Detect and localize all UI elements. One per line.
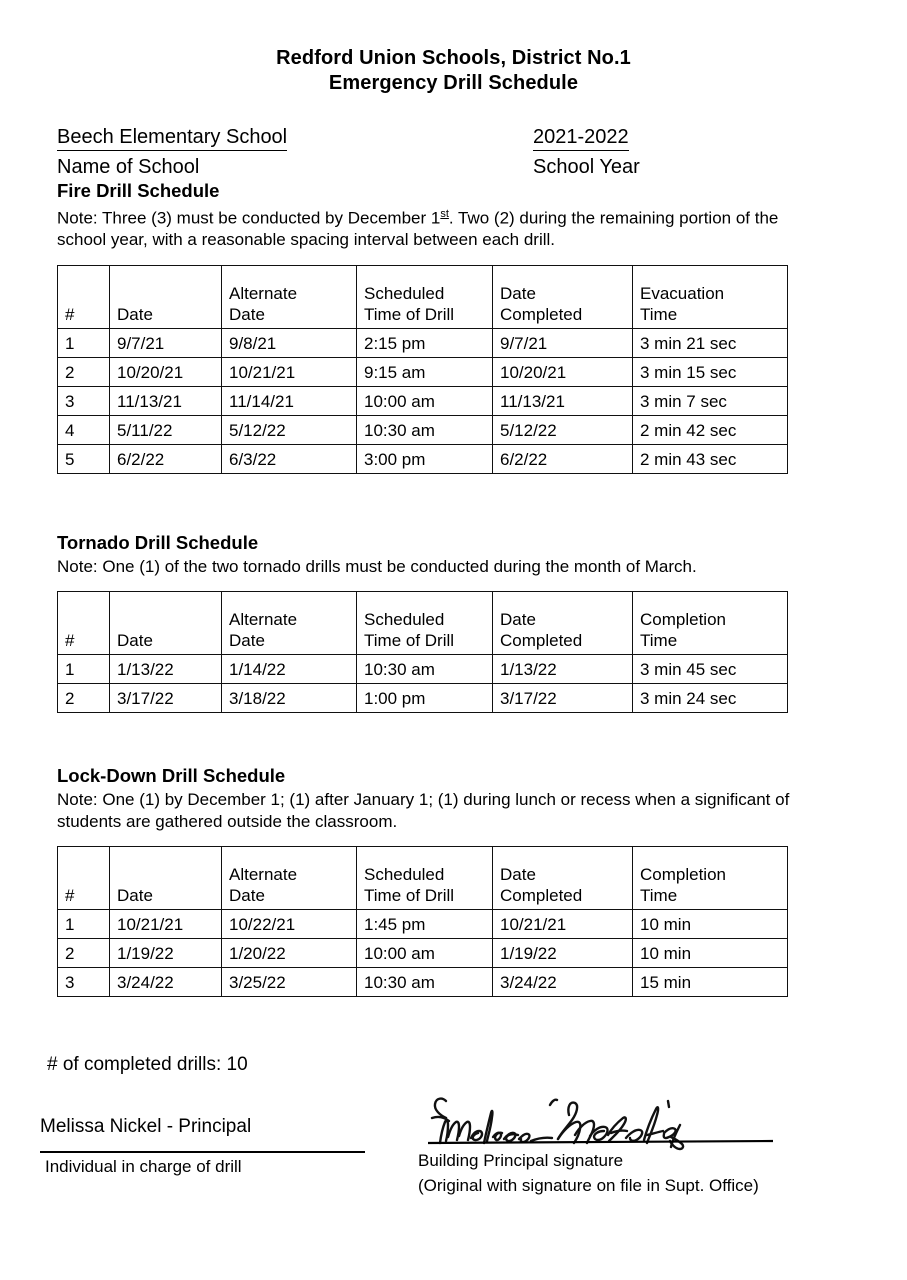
title-line-2: Emergency Drill Schedule	[328, 72, 579, 94]
table-row	[58, 655, 788, 684]
table-row	[58, 910, 788, 939]
col-header-date-completed: Date Completed	[493, 592, 633, 655]
tornado-drill-note: Note: One (1) of the two tornado drills must be conducted during the month of March.	[57, 556, 697, 576]
col-header-date: Date	[110, 847, 222, 910]
table-row	[58, 415, 788, 444]
lockdown-drill-rows	[58, 910, 788, 997]
fire-drill-table	[57, 265, 788, 474]
col-header-date: Date	[110, 592, 222, 655]
cell-scheduled: 3:00 pm	[357, 444, 493, 473]
col-header-completion-time: Completion Time	[633, 847, 788, 910]
cell-completed: 3/17/22	[493, 684, 633, 713]
col-header-date: Date	[110, 265, 222, 328]
lockdown-drill-table	[57, 846, 788, 997]
table-header-row	[58, 592, 788, 655]
col-header-scheduled-time: Scheduled Time of Drill	[357, 592, 493, 655]
cell-completed: 1/13/22	[493, 655, 633, 684]
school-year-value: 2021-2022	[533, 124, 629, 151]
cell-alternate: 10/22/21	[222, 910, 357, 939]
cell-alternate: 1/20/22	[222, 939, 357, 968]
cell-scheduled: 1:45 pm	[357, 910, 493, 939]
cell-time: 3 min 7 sec	[633, 386, 788, 415]
cell-number: 1	[58, 328, 110, 357]
section-tornado-drill	[0, 532, 907, 714]
school-name-value: Beech Elementary School	[57, 124, 287, 151]
cell-alternate: 6/3/22	[222, 444, 357, 473]
cell-completed: 3/24/22	[493, 968, 633, 997]
handwritten-signature	[418, 1091, 778, 1153]
cell-time: 15 min	[633, 968, 788, 997]
cell-date: 6/2/22	[110, 444, 222, 473]
cell-number: 2	[58, 684, 110, 713]
cell-number: 4	[58, 415, 110, 444]
cell-alternate: 5/12/22	[222, 415, 357, 444]
principal-signature-area	[418, 1091, 838, 1197]
col-header-date-completed: Date Completed	[493, 265, 633, 328]
cell-completed: 10/21/21	[493, 910, 633, 939]
principal-signature-caption: Building Principal signature	[418, 1151, 624, 1171]
table-header-row	[58, 265, 788, 328]
cell-alternate: 1/14/22	[222, 655, 357, 684]
cell-date: 10/21/21	[110, 910, 222, 939]
col-header-alternate-date: Alternate Date	[222, 592, 357, 655]
col-header-alternate-date: Alternate Date	[222, 847, 357, 910]
cell-number: 1	[58, 910, 110, 939]
document-title	[0, 0, 907, 96]
cell-time: 10 min	[633, 939, 788, 968]
cell-alternate: 11/14/21	[222, 386, 357, 415]
tornado-drill-table	[57, 591, 788, 713]
cell-completed: 11/13/21	[493, 386, 633, 415]
cell-date: 3/17/22	[110, 684, 222, 713]
table-row	[58, 386, 788, 415]
cell-scheduled: 10:30 am	[357, 968, 493, 997]
section-spacer	[0, 474, 907, 532]
cell-time: 2 min 43 sec	[633, 444, 788, 473]
col-header-number: #	[58, 592, 110, 655]
cell-date: 10/20/21	[110, 357, 222, 386]
tornado-drill-rows	[58, 655, 788, 713]
col-header-completion-time: Completion Time	[633, 592, 788, 655]
cell-scheduled: 2:15 pm	[357, 328, 493, 357]
cell-date: 11/13/21	[110, 386, 222, 415]
cell-alternate: 10/21/21	[222, 357, 357, 386]
cell-completed: 6/2/22	[493, 444, 633, 473]
cell-alternate: 3/25/22	[222, 968, 357, 997]
cell-time: 3 min 21 sec	[633, 328, 788, 357]
title-line-1: Redford Union Schools, District No.1	[276, 47, 631, 69]
cell-scheduled: 10:00 am	[357, 386, 493, 415]
table-row	[58, 684, 788, 713]
cell-scheduled: 10:00 am	[357, 939, 493, 968]
cell-date: 1/19/22	[110, 939, 222, 968]
individual-signature-area	[40, 1115, 365, 1178]
individual-name: Melissa Nickel - Principal	[40, 1116, 252, 1138]
fire-note-prefix: Note: Three (3) must be conducted by December 1	[57, 208, 441, 228]
school-year-field	[533, 124, 640, 180]
section-lockdown-drill	[0, 765, 907, 997]
document-footer	[0, 1053, 907, 1253]
table-header-row	[58, 847, 788, 910]
cell-scheduled: 9:15 am	[357, 357, 493, 386]
cell-number: 3	[58, 968, 110, 997]
fire-drill-note	[57, 204, 802, 251]
cell-completed: 5/12/22	[493, 415, 633, 444]
col-header-date-completed: Date Completed	[493, 847, 633, 910]
cell-number: 2	[58, 357, 110, 386]
cell-number: 3	[58, 386, 110, 415]
fire-drill-title: Fire Drill Schedule	[57, 180, 220, 201]
school-year-header	[0, 124, 907, 180]
table-row	[58, 357, 788, 386]
lockdown-drill-title: Lock-Down Drill Schedule	[57, 765, 286, 787]
col-header-number: #	[58, 847, 110, 910]
cell-number: 1	[58, 655, 110, 684]
fire-note-suffix: . Two (2) during the remaining portion of the school year, with a reasonable spacing interval between each drill.	[57, 208, 779, 250]
individual-signature-line	[40, 1151, 365, 1153]
table-row	[58, 444, 788, 473]
school-name-field	[57, 124, 287, 180]
cell-completed: 1/19/22	[493, 939, 633, 968]
cell-time: 2 min 42 sec	[633, 415, 788, 444]
cell-alternate: 3/18/22	[222, 684, 357, 713]
cell-time: 3 min 24 sec	[633, 684, 788, 713]
cell-time: 10 min	[633, 910, 788, 939]
table-row	[58, 328, 788, 357]
section-spacer	[0, 713, 907, 765]
cell-number: 5	[58, 444, 110, 473]
table-row	[58, 939, 788, 968]
col-header-alternate-date: Alternate Date	[222, 265, 357, 328]
section-fire-drill	[0, 180, 907, 474]
cell-completed: 9/7/21	[493, 328, 633, 357]
col-header-number: #	[58, 265, 110, 328]
fire-note-ordinal: st	[440, 208, 449, 220]
col-header-scheduled-time: Scheduled Time of Drill	[357, 265, 493, 328]
table-row	[58, 968, 788, 997]
col-header-scheduled-time: Scheduled Time of Drill	[357, 847, 493, 910]
principal-signature-note: (Original with signature on file in Supt. Office)	[418, 1176, 759, 1196]
individual-caption: Individual in charge of drill	[45, 1157, 242, 1177]
school-year-label: School Year	[533, 156, 640, 178]
cell-scheduled: 10:30 am	[357, 415, 493, 444]
col-header-evacuation-time: Evacuation Time	[633, 265, 788, 328]
completed-drills-count: # of completed drills: 10	[47, 1054, 248, 1076]
cell-date: 1/13/22	[110, 655, 222, 684]
cell-date: 5/11/22	[110, 415, 222, 444]
cell-alternate: 9/8/21	[222, 328, 357, 357]
lockdown-drill-note: Note: One (1) by December 1; (1) after January 1; (1) during lunch or recess when a significant of students are gathered outside the classroom.	[57, 790, 790, 831]
cell-date: 3/24/22	[110, 968, 222, 997]
cell-time: 3 min 45 sec	[633, 655, 788, 684]
cell-number: 2	[58, 939, 110, 968]
cell-scheduled: 1:00 pm	[357, 684, 493, 713]
cell-completed: 10/20/21	[493, 357, 633, 386]
fire-drill-rows	[58, 328, 788, 473]
signature-block	[40, 1115, 907, 1235]
cell-scheduled: 10:30 am	[357, 655, 493, 684]
cell-date: 9/7/21	[110, 328, 222, 357]
cell-time: 3 min 15 sec	[633, 357, 788, 386]
school-name-label: Name of School	[57, 156, 200, 178]
tornado-drill-title: Tornado Drill Schedule	[57, 531, 259, 553]
